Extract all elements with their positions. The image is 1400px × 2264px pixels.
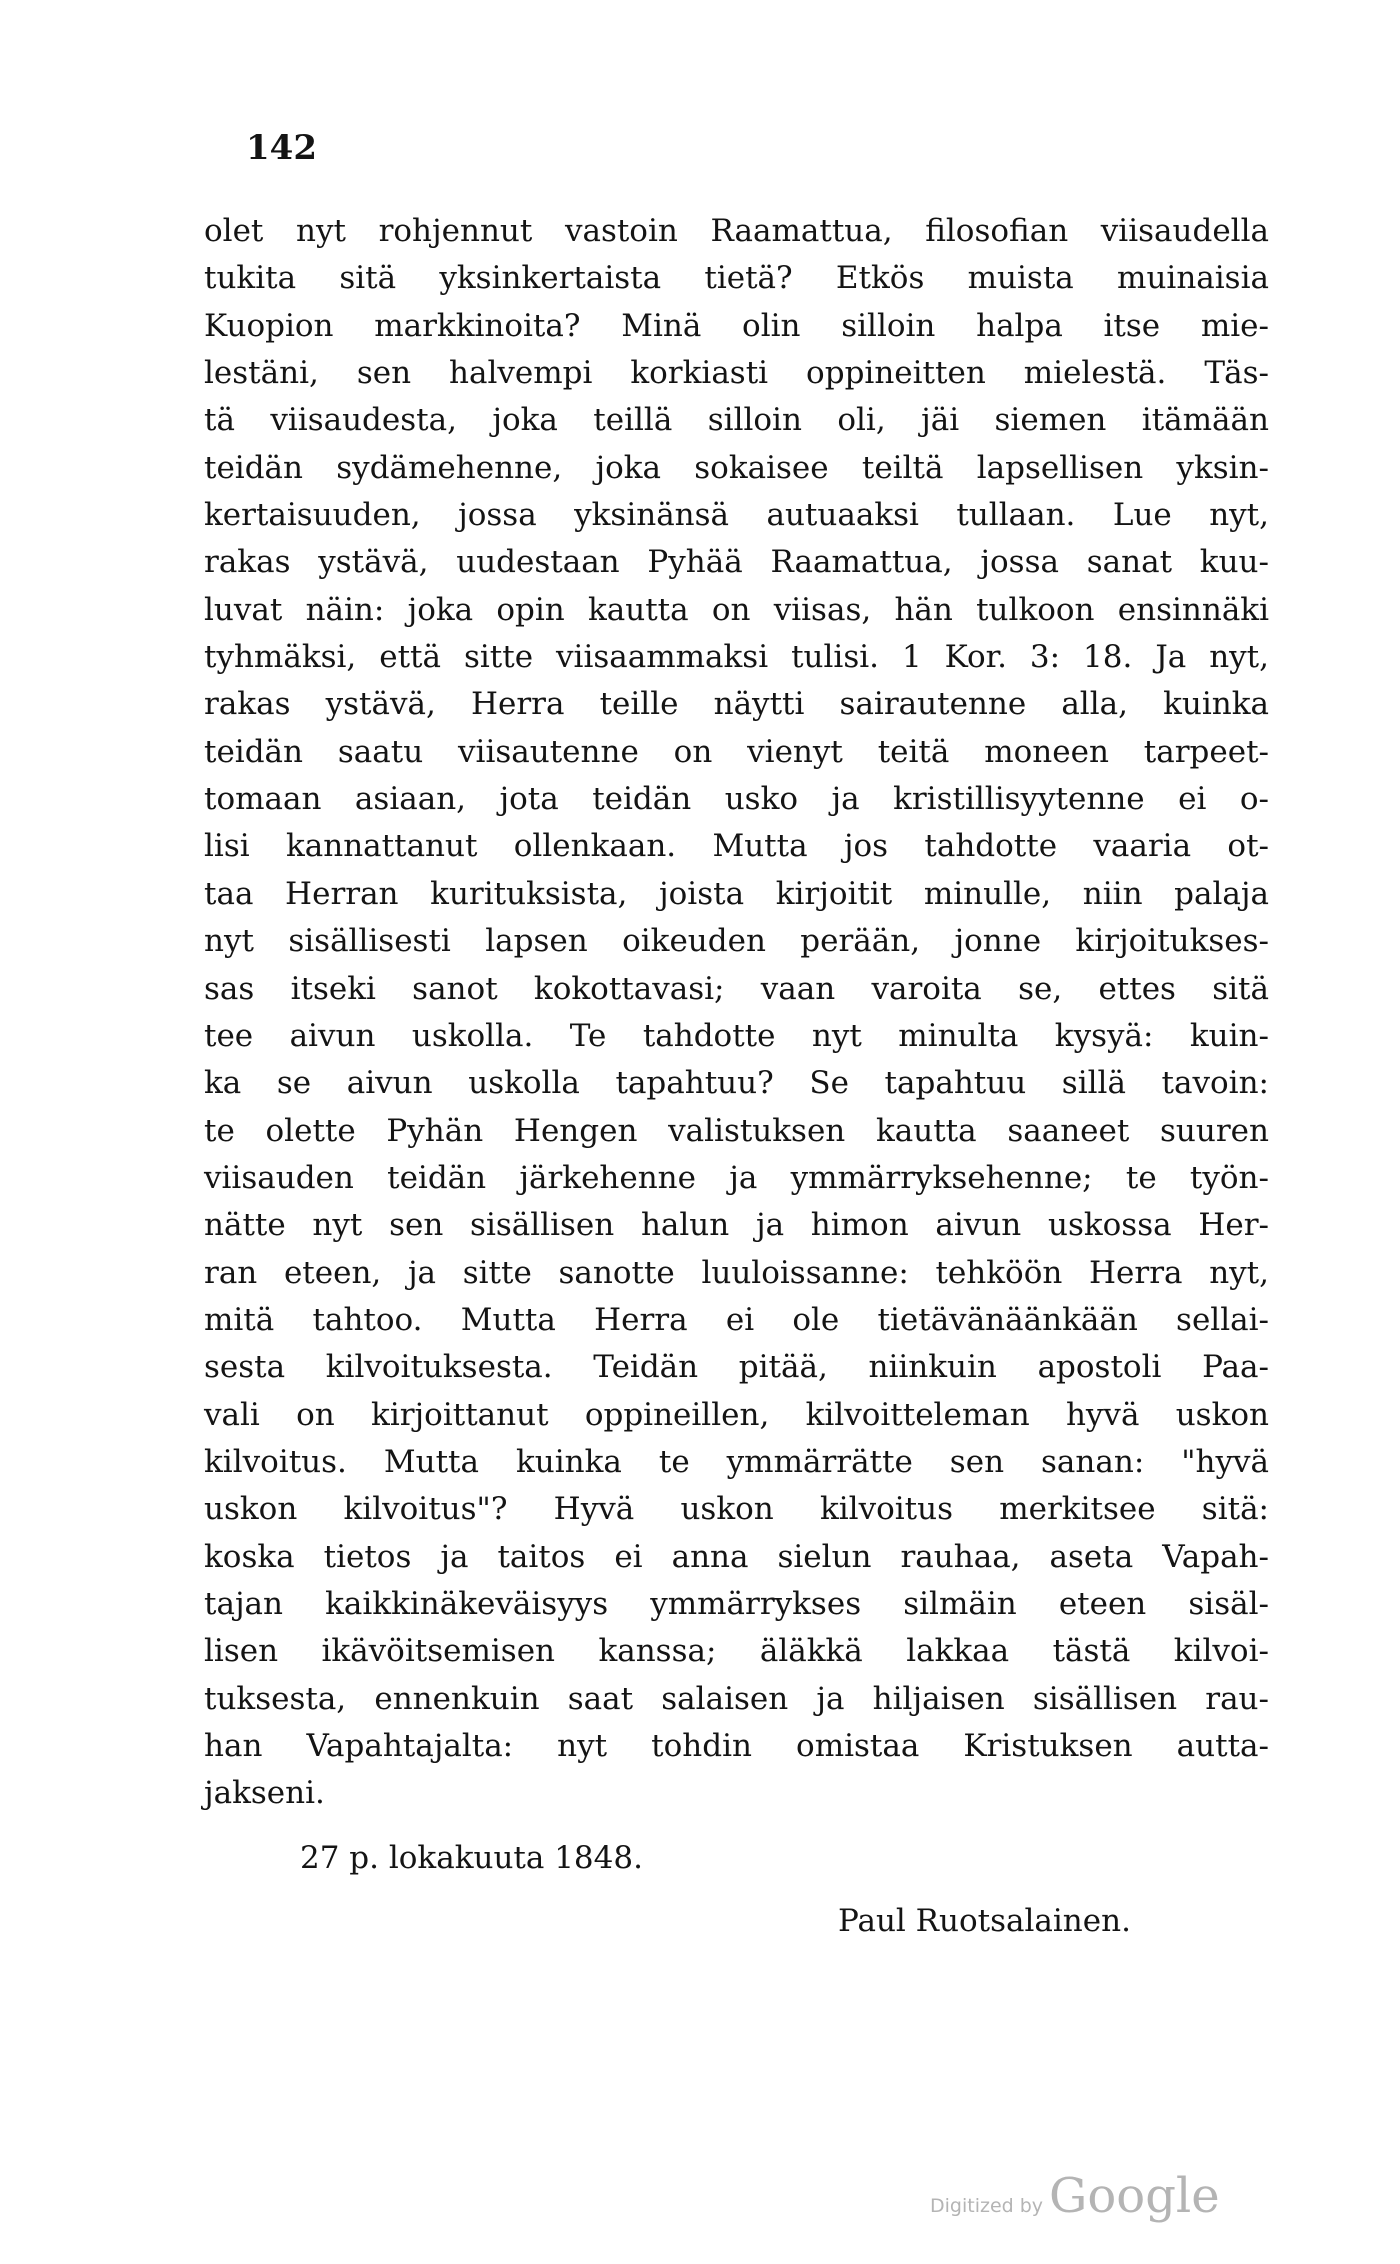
letter-date: 27 p. lokakuuta 1848.: [300, 1840, 643, 1876]
digitized-label: Digitized by: [930, 2195, 1044, 2217]
text-line: tä viisaudesta, joka teillä silloin oli, jäi siemen itämään: [204, 402, 1269, 439]
text-line: ran eteen, ja sitte sanotte luuloissanne: tehköön Herra nyt,: [204, 1254, 1269, 1291]
text-line: taa Herran kurituksista, joista kirjoitit minulle, niin palaja: [204, 875, 1269, 912]
text-line: lisi kannattanut ollenkaan. Mutta jos tahdotte vaaria ot-: [204, 828, 1269, 865]
text-line: viisauden teidän järkehenne ja ymmärryksehenne; te työn-: [204, 1159, 1269, 1196]
text-line: ka se aivun uskolla tapahtuu? Se tapahtuu sillä tavoin:: [204, 1065, 1269, 1102]
text-line: mitä tahtoo. Mutta Herra ei ole tietävänäänkään sellai-: [204, 1301, 1269, 1338]
text-line: vali on kirjoittanut oppineillen, kilvoitteleman hyvä uskon: [204, 1396, 1269, 1433]
body-text: [204, 208, 1269, 1818]
text-line: koska tietos ja taitos ei anna sielun rauhaa, aseta Vapah-: [204, 1538, 1269, 1575]
text-line: tuksesta, ennenkuin saat salaisen ja hiljaisen sisällisen rau-: [204, 1680, 1269, 1717]
text-line: tomaan asiaan, jota teidän usko ja kristillisyytenne ei o-: [204, 781, 1269, 818]
page-number: 142: [246, 128, 317, 168]
text-line: tajan kaikkinäkeväisyys ymmärrykses silmäin eteen sisäl-: [204, 1585, 1269, 1622]
text-line: Kuopion markkinoita? Minä olin silloin halpa itse mie-: [204, 307, 1269, 344]
text-line: tyhmäksi, että sitte viisaammaksi tulisi. 1 Kor. 3: 18. Ja nyt,: [204, 639, 1269, 676]
text-line: teidän sydämehenne, joka sokaisee teiltä lapsellisen yksin-: [204, 449, 1269, 486]
text-line: jakseni.: [204, 1775, 325, 1812]
letter-signature: Paul Ruotsalainen.: [838, 1903, 1131, 1939]
text-line: nätte nyt sen sisällisen halun ja himon aivun uskossa Her-: [204, 1207, 1269, 1244]
text-line: te olette Pyhän Hengen valistuksen kautta saaneet suuren: [204, 1112, 1269, 1149]
google-logo: Google: [1049, 2168, 1220, 2224]
text-line: teidän saatu viisautenne on vienyt teitä moneen tarpeet-: [204, 733, 1269, 770]
text-line: han Vapahtajalta: nyt tohdin omistaa Kristuksen autta-: [204, 1728, 1269, 1764]
text-line: lisen ikävöitsemisen kanssa; äläkkä lakkaa tästä kilvoi-: [204, 1633, 1269, 1670]
text-line: tee aivun uskolla. Te tahdotte nyt minulta kysyä: kuin-: [204, 1017, 1269, 1054]
text-line: sas itseki sanot kokottavasi; vaan varoita se, ettes sitä: [204, 970, 1269, 1007]
text-line: tukita sitä yksinkertaista tietä? Etkös muista muinaisia: [204, 260, 1269, 297]
text-line: nyt sisällisesti lapsen oikeuden perään, jonne kirjoitukses-: [204, 923, 1269, 960]
text-line: kertaisuuden, jossa yksinänsä autuaaksi tullaan. Lue nyt,: [204, 497, 1269, 534]
text-line: rakas ystävä, Herra teille näytti sairautenne alla, kuinka: [204, 686, 1269, 723]
text-line: luvat näin: joka opin kautta on viisas, hän tulkoon ensinnäki: [204, 591, 1269, 628]
text-line: kilvoitus. Mutta kuinka te ymmärrätte sen sanan: "hyvä: [204, 1443, 1269, 1480]
text-line: sesta kilvoituksesta. Teidän pitää, niinkuin apostoli Paa-: [204, 1349, 1269, 1386]
text-line: lestäni, sen halvempi korkiasti oppineitten mielestä. Täs-: [204, 355, 1269, 392]
text-line: rakas ystävä, uudestaan Pyhää Raamattua, jossa sanat kuu-: [204, 544, 1269, 581]
text-line: olet nyt rohjennut vastoin Raamattua, filosofian viisaudella: [204, 213, 1269, 249]
text-line: uskon kilvoitus"? Hyvä uskon kilvoitus merkitsee sitä:: [204, 1491, 1269, 1528]
digitized-watermark: [930, 2168, 1220, 2224]
